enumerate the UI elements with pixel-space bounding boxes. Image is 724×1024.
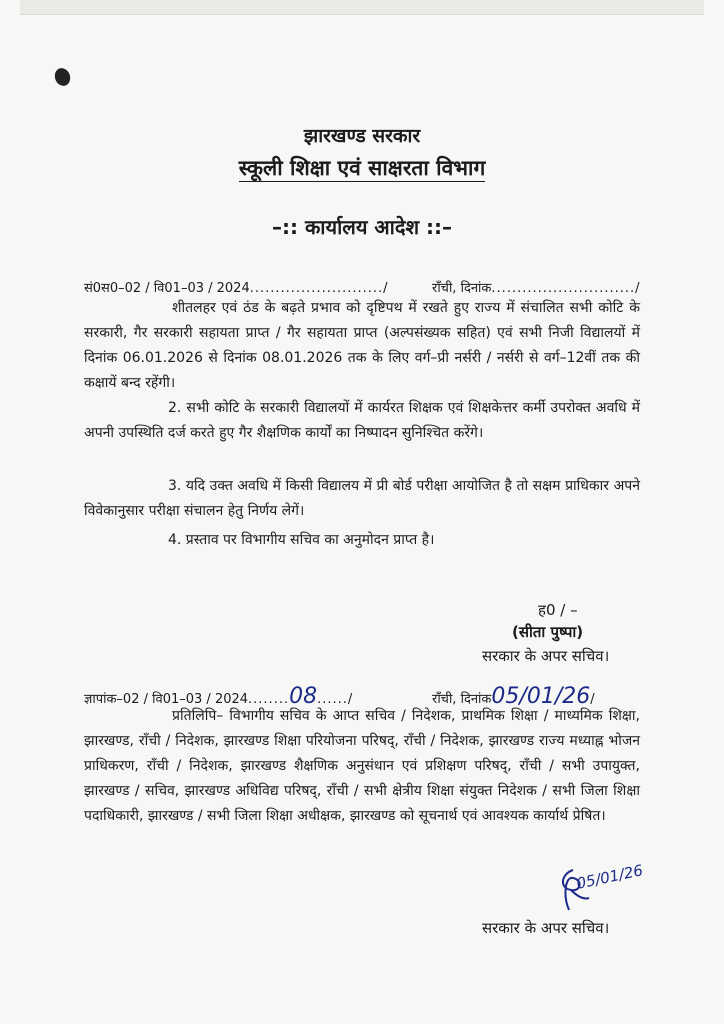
order-date-label: राँची, दिनांक [432,281,492,296]
memo-handwritten-date: 05/01/26 [491,684,591,709]
order-number-blank: ........................../ [249,281,389,296]
order-date [432,278,641,296]
paragraph-4-text: 4. प्रस्ताव पर विभागीय सचिव का अनुमोदन प्राप्त है। [168,532,435,548]
punch-hole [52,66,72,88]
memo-number-blank-end: ....../ [317,692,354,707]
order-title: –:: कार्यालय आदेश ::– [271,215,453,239]
memo-date-end: / [590,692,595,707]
signatory-name: (सीता पुष्पा) [512,623,584,641]
order-number [84,278,389,296]
paragraph-3 [84,474,640,524]
signed-mark: ह0 / – [538,601,578,619]
copy-paragraph [84,704,640,829]
paragraph-3-text: 3. यदि उक्त अवधि में किसी विद्यालय में प्री बोर्ड परीक्षा आयोजित है तो सक्षम प्राधिकार अपने विवेकानुसार परीक्षा संचालन हेतु निर्णय लेगें। [84,478,640,519]
copy-paragraph-text: प्रतिलिपि– विभागीय सचिव के आप्त सचिव / निदेशक, प्राथमिक शिक्षा / माध्यमिक शिक्षा, झारखण्ड, राँची / निदेशक, झारखण्ड शिक्षा परियोजना परिषद्, राँची / निदेशक, झारखण्ड राज्य मध्याह्न भोजन प्राधिकरण, राँची / निदेशक, झारखण्ड शैक्षणिक अनुसंधान एवं प्रशिक्षण परिषद्, राँची / सभी उपायुक्त, झारखण्ड / सचिव, झारखण्ड अधिविद्य परिषद्, राँची / सभी क्षेत्रीय शिक्षा संयुक्त निदेशक / सभी जिला शिक्षा पदाधिकारी, झारखण्ड / सभी जिला शिक्षा अधीक्षक, झारखण्ड को सूचनार्थ एवं आवश्यक कार्यार्थ प्रेषित। [84,708,640,824]
order-number-text: सं0स0–02 / वि01–03 / 2024 [84,281,250,296]
second-signatory-designation: सरकार के अपर सचिव। [482,919,610,937]
government-heading: झारखण्ड सरकार [303,125,421,147]
memo-handwritten-number: 08 [289,684,318,709]
order-date-blank: ............................/ [491,281,641,296]
signature-date: 05/01/26 [574,861,645,893]
memo-date-label: राँची, दिनांक [432,692,492,707]
paragraph-2-text: 2. सभी कोटि के सरकारी विद्यालयों में कार्यरत शिक्षक एवं शिक्षकेत्तर कर्मी उपरोक्त अवधि में अपनी उपस्थिति दर्ज करते हुए गैर शैक्षणिक कार्यों का निष्पादन सुनिश्चित करेंगे। [84,400,640,441]
signatory-designation: सरकार के अपर सचिव। [482,647,610,665]
memo-number-text: ज्ञापांक–02 / वि01–03 / 2024 [84,692,249,707]
paragraph-1-text: शीतलहर एवं ठंड के बढ़ते प्रभाव को दृष्टिपथ में रखते हुए राज्य में संचालित सभी कोटि के सरकारी, गैर सरकारी सहायता प्राप्त / गैर सहायता प्राप्त (अल्पसंख्यक सहित) एवं सभी निजी विद्यालयों में दिनांक 06.01.2026 से दिनांक 08.01.2026 तक के लिए वर्ग–प्री नर्सरी / नर्सरी से वर्ग–12वीं तक की कक्षायें बन्द रहेंगी। [84,300,640,391]
paragraph-4 [84,528,640,553]
paper-edge [20,0,704,15]
paragraph-2 [84,396,640,446]
department-heading [0,154,724,182]
memo-number-blank: ........ [248,692,290,707]
department-heading-text: स्कूली शिक्षा एवं साक्षरता विभाग [238,156,486,180]
paragraph-1 [84,296,640,396]
